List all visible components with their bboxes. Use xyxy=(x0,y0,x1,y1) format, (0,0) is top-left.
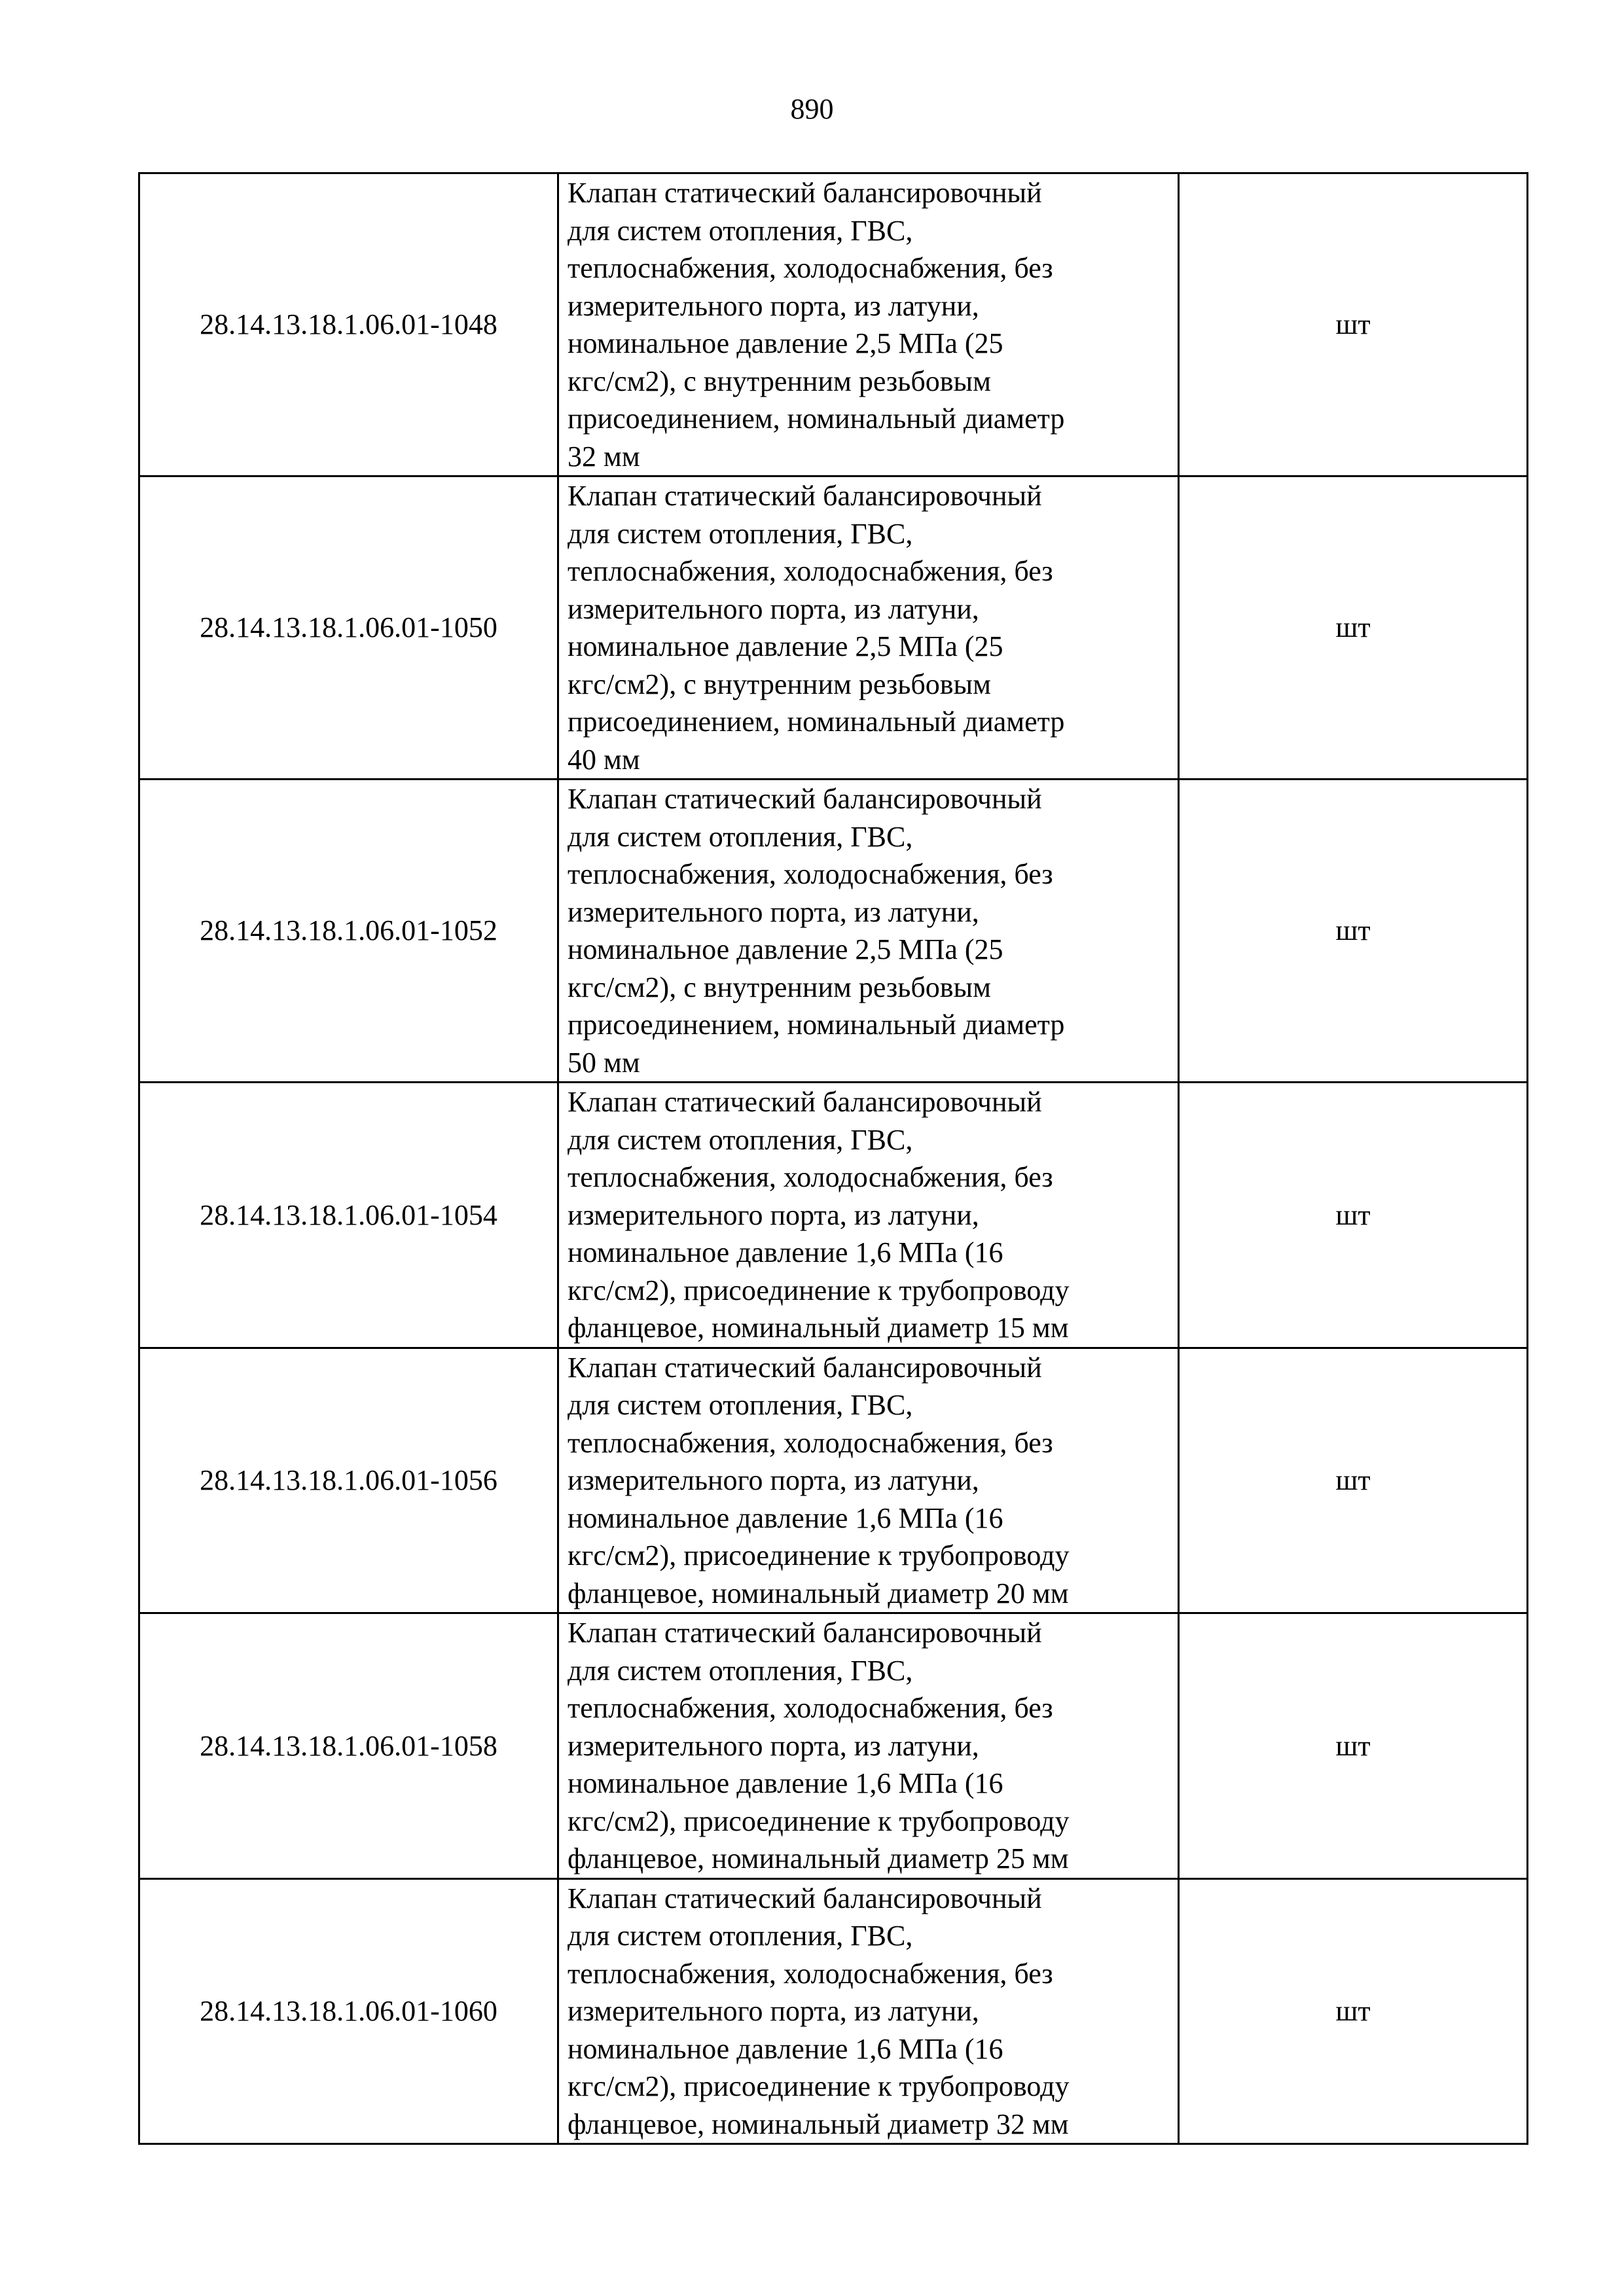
table-row xyxy=(139,1878,1528,2144)
spec-table-body xyxy=(139,173,1528,2144)
description-line: Клапан статический балансировочный xyxy=(568,1351,1042,1384)
description-cell xyxy=(558,1878,1179,2144)
description-line: 40 мм xyxy=(568,743,640,776)
description-cell xyxy=(558,1083,1179,1348)
description-line: измерительного порта, из латуни, xyxy=(568,289,979,322)
description-line: номинальное давление 1,6 МПа (16 xyxy=(568,2032,1003,2065)
description-line: номинальное давление 2,5 МПа (25 xyxy=(568,933,1003,965)
description-line: для систем отопления, ГВС, xyxy=(568,1654,913,1687)
code-cell: 28.14.13.18.1.06.01-1056 xyxy=(139,1348,558,1613)
description-line: измерительного порта, из латуни, xyxy=(568,1464,979,1496)
table-row xyxy=(139,1083,1528,1348)
description-line: измерительного порта, из латуни, xyxy=(568,1995,979,2027)
code-cell: 28.14.13.18.1.06.01-1060 xyxy=(139,1878,558,2144)
description-line: теплоснабжения, холодоснабжения, без xyxy=(568,1426,1053,1459)
description-line: Клапан статический балансировочный xyxy=(568,177,1042,209)
description-line: фланцевое, номинальный диаметр 20 мм xyxy=(568,1577,1069,1609)
description-line: для систем отопления, ГВС, xyxy=(568,517,913,550)
description-line: номинальное давление 1,6 МПа (16 xyxy=(568,1767,1003,1799)
code-cell: 28.14.13.18.1.06.01-1048 xyxy=(139,173,558,476)
description-line: теплоснабжения, холодоснабжения, без xyxy=(568,252,1053,284)
description-line: для систем отопления, ГВС, xyxy=(568,1920,913,1952)
description-line: кгс/см2), с внутренним резьбовым xyxy=(568,668,991,700)
description-line: измерительного порта, из латуни, xyxy=(568,1729,979,1762)
description-line: измерительного порта, из латуни, xyxy=(568,592,979,625)
unit-cell: шт xyxy=(1179,173,1528,476)
description-line: фланцевое, номинальный диаметр 15 мм xyxy=(568,1312,1069,1344)
description-line: кгс/см2), присоединение к трубопроводу xyxy=(568,1274,1070,1306)
description-line: кгс/см2), присоединение к трубопроводу xyxy=(568,1539,1070,1571)
description-line: теплоснабжения, холодоснабжения, без xyxy=(568,1957,1053,1990)
description-line: Клапан статический балансировочный xyxy=(568,783,1042,815)
unit-cell: шт xyxy=(1179,1878,1528,2144)
code-cell: 28.14.13.18.1.06.01-1054 xyxy=(139,1083,558,1348)
description-line: номинальное давление 1,6 МПа (16 xyxy=(568,1236,1003,1268)
description-line: для систем отопления, ГВС, xyxy=(568,820,913,853)
description-line: Клапан статический балансировочный xyxy=(568,1882,1042,1914)
description-line: присоединением, номинальный диаметр xyxy=(568,1009,1065,1041)
description-line: теплоснабжения, холодоснабжения, без xyxy=(568,1692,1053,1724)
description-line: 50 мм xyxy=(568,1046,640,1079)
unit-cell: шт xyxy=(1179,1083,1528,1348)
description-line: для систем отопления, ГВС, xyxy=(568,1389,913,1421)
page-number: 890 xyxy=(790,93,834,125)
code-cell: 28.14.13.18.1.06.01-1058 xyxy=(139,1613,558,1879)
table-row xyxy=(139,1348,1528,1613)
description-cell xyxy=(558,1348,1179,1613)
description-line: теплоснабжения, холодоснабжения, без xyxy=(568,1161,1053,1193)
description-line: присоединением, номинальный диаметр xyxy=(568,403,1065,435)
table-row xyxy=(139,780,1528,1083)
description-line: для систем отопления, ГВС, xyxy=(568,214,913,247)
unit-cell: шт xyxy=(1179,780,1528,1083)
description-line: измерительного порта, из латуни, xyxy=(568,895,979,928)
description-line: номинальное давление 1,6 МПа (16 xyxy=(568,1501,1003,1534)
unit-cell: шт xyxy=(1179,1613,1528,1879)
description-line: теплоснабжения, холодоснабжения, без xyxy=(568,858,1053,890)
description-line: фланцевое, номинальный диаметр 25 мм xyxy=(568,1842,1069,1874)
description-line: кгс/см2), присоединение к трубопроводу xyxy=(568,2070,1070,2102)
description-line: теплоснабжения, холодоснабжения, без xyxy=(568,555,1053,587)
description-line: для систем отопления, ГВС, xyxy=(568,1123,913,1156)
description-cell xyxy=(558,780,1179,1083)
code-cell: 28.14.13.18.1.06.01-1050 xyxy=(139,476,558,780)
description-line: кгс/см2), с внутренним резьбовым xyxy=(568,365,991,397)
unit-cell: шт xyxy=(1179,1348,1528,1613)
table-row xyxy=(139,1613,1528,1879)
description-line: кгс/см2), с внутренним резьбовым xyxy=(568,971,991,1003)
description-line: Клапан статический балансировочный xyxy=(568,480,1042,512)
description-line: номинальное давление 2,5 МПа (25 xyxy=(568,630,1003,662)
table-row xyxy=(139,476,1528,780)
description-line: присоединением, номинальный диаметр xyxy=(568,706,1065,738)
code-cell: 28.14.13.18.1.06.01-1052 xyxy=(139,780,558,1083)
description-cell xyxy=(558,476,1179,780)
description-line: фланцевое, номинальный диаметр 32 мм xyxy=(568,2108,1069,2140)
spec-table xyxy=(138,172,1528,2145)
description-cell xyxy=(558,1613,1179,1879)
description-line: Клапан статический балансировочный xyxy=(568,1086,1042,1118)
description-cell xyxy=(558,173,1179,476)
description-line: измерительного порта, из латуни, xyxy=(568,1198,979,1231)
description-line: номинальное давление 2,5 МПа (25 xyxy=(568,327,1003,359)
description-line: 32 мм xyxy=(568,440,640,473)
unit-cell: шт xyxy=(1179,476,1528,780)
description-line: Клапан статический балансировочный xyxy=(568,1617,1042,1649)
table-row xyxy=(139,173,1528,476)
description-line: кгс/см2), присоединение к трубопроводу xyxy=(568,1804,1070,1837)
